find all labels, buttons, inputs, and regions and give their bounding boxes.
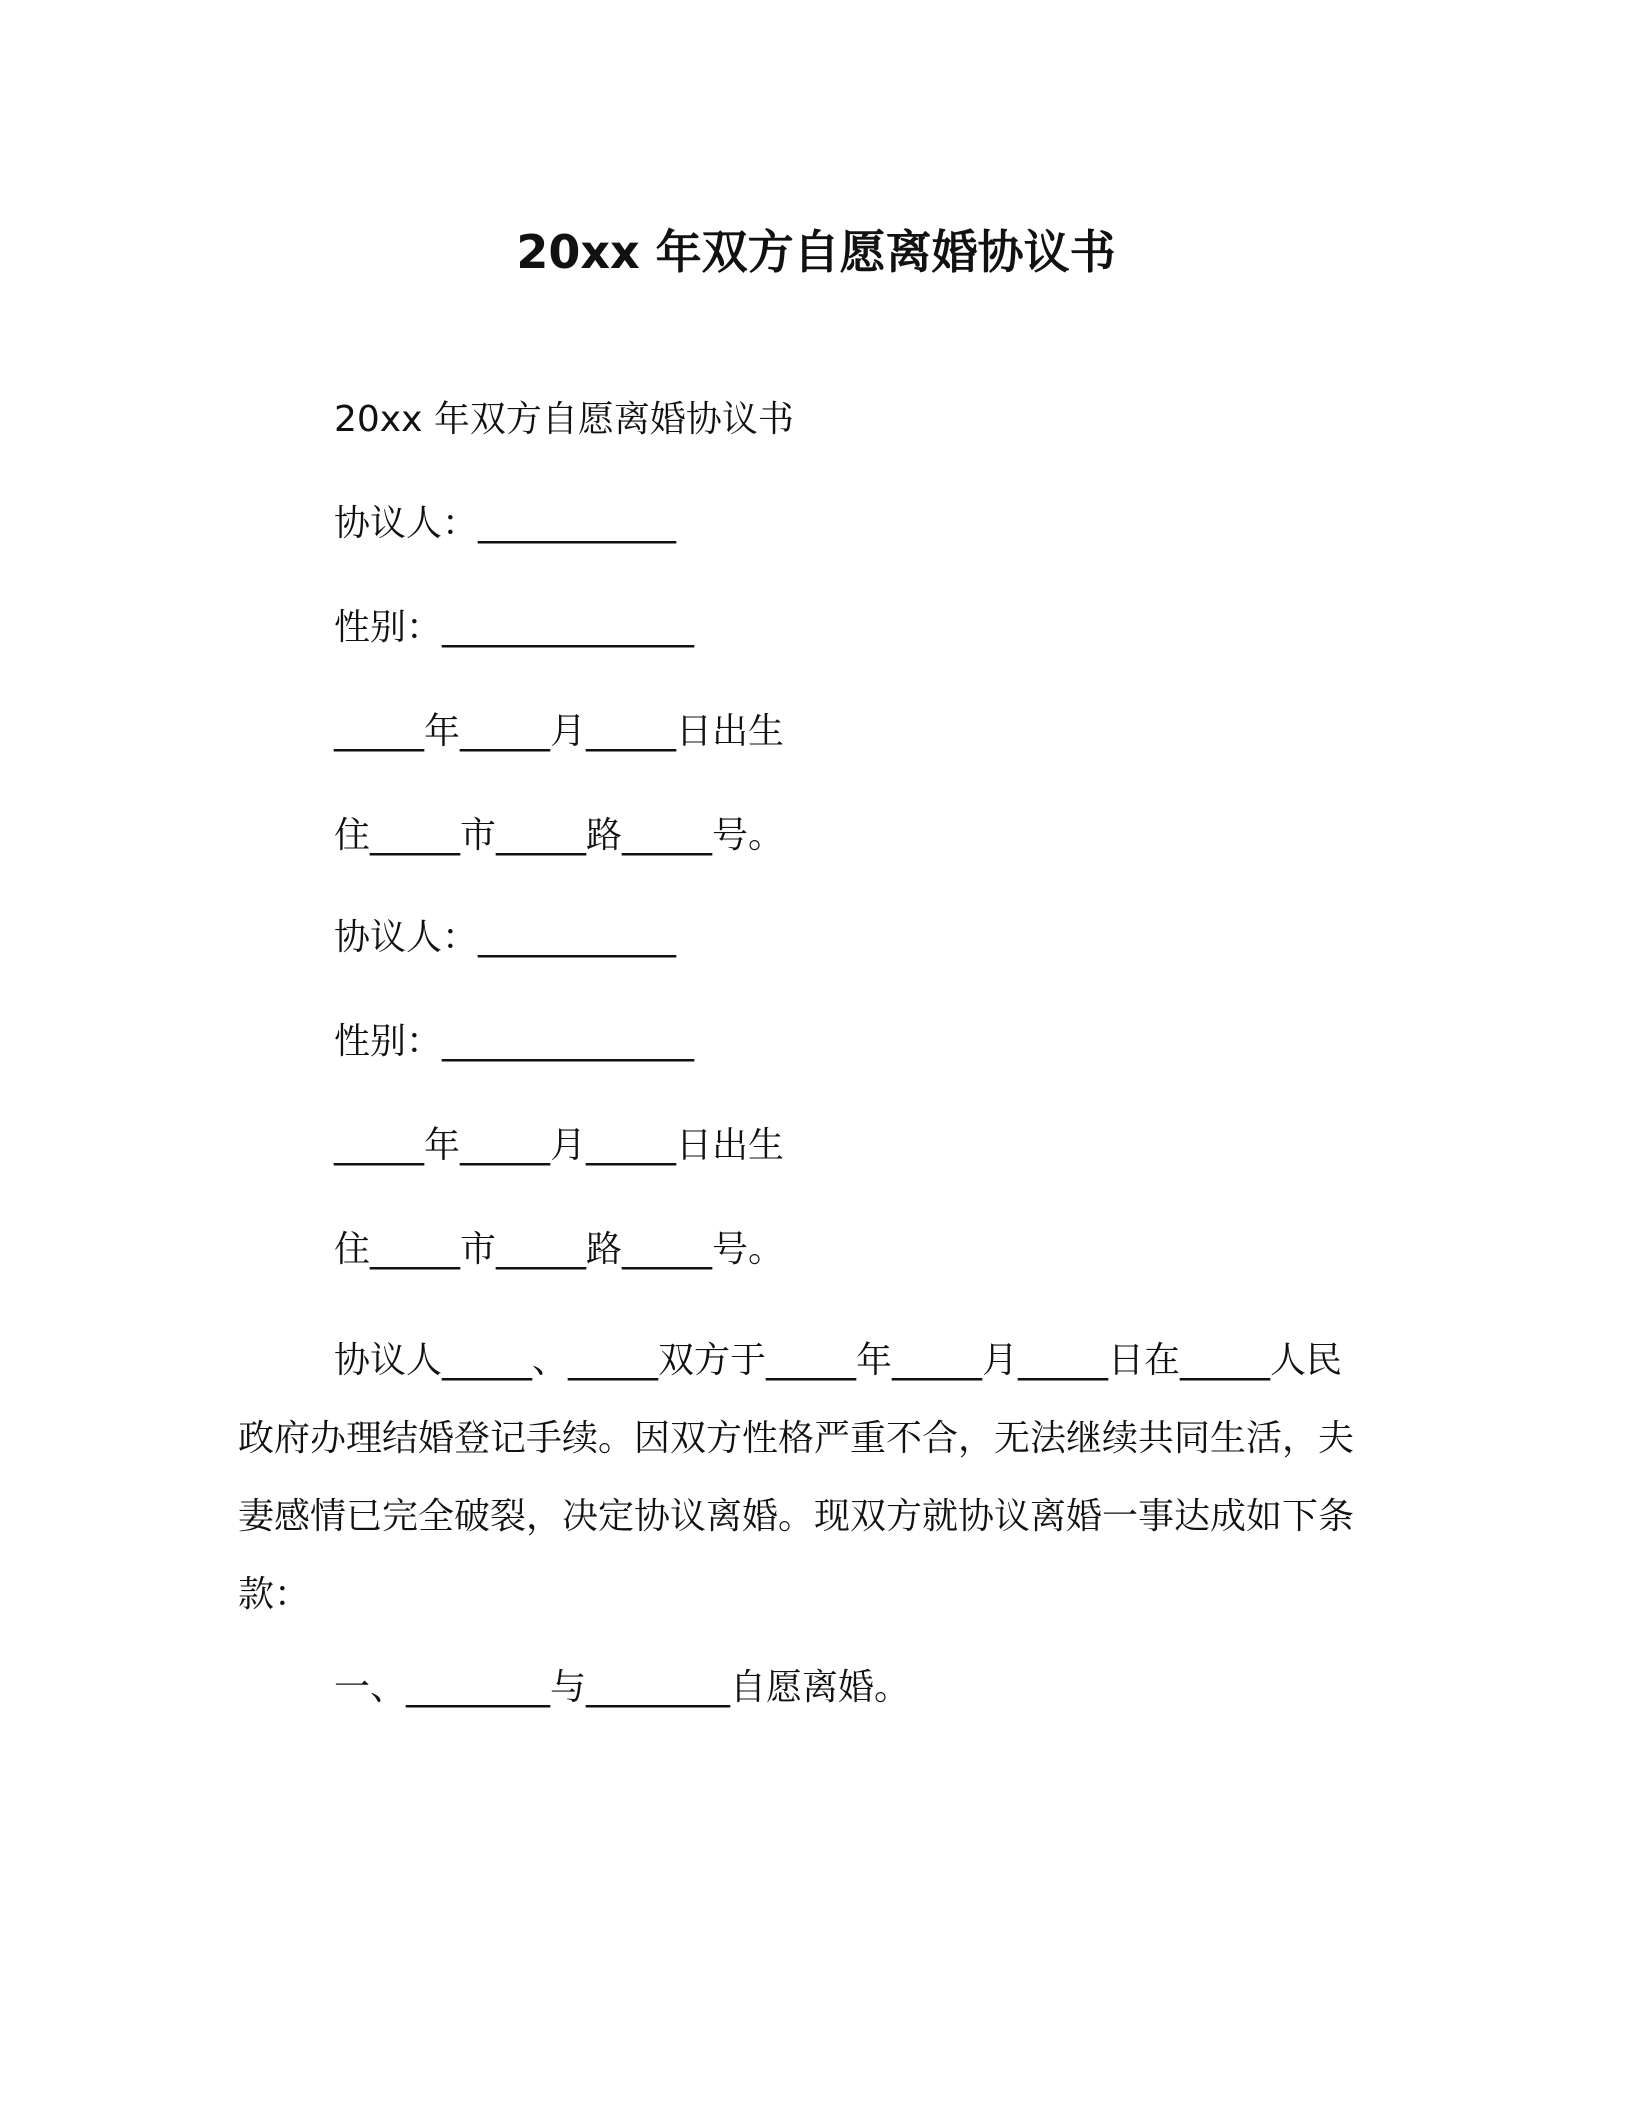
party-2-address-line: 住_____市_____路_____号。 [334,1229,785,1270]
party-1-name-line: 协议人：___________ [334,503,677,544]
document-subtitle: 20xx 年双方自愿离婚协议书 [334,399,794,440]
party-2-birth-line: _____年_____月_____日出生 [334,1125,785,1166]
clause-1: 一、________与________自愿离婚。 [334,1667,911,1708]
party-1-address-line: 住_____市_____路_____号。 [334,815,785,856]
party-2-name-line: 协议人：___________ [334,917,677,958]
party-1-birth-line: _____年_____月_____日出生 [334,711,785,752]
party-1-gender-line: 性别：______________ [334,607,695,648]
party-2-gender-line: 性别：______________ [334,1021,695,1062]
document-title: 20xx 年双方自愿离婚协议书 [516,225,1116,279]
intro-paragraph: 协议人_____、_____双方于_____年_____月_____日在_____人民政府办理结婚登记手续。因双方性格严重不合，无法继续共同生活，夫妻感情已完全破裂，决定协议离婚。现双方就协议离婚一事达成如下条款： [238,1340,1355,1615]
